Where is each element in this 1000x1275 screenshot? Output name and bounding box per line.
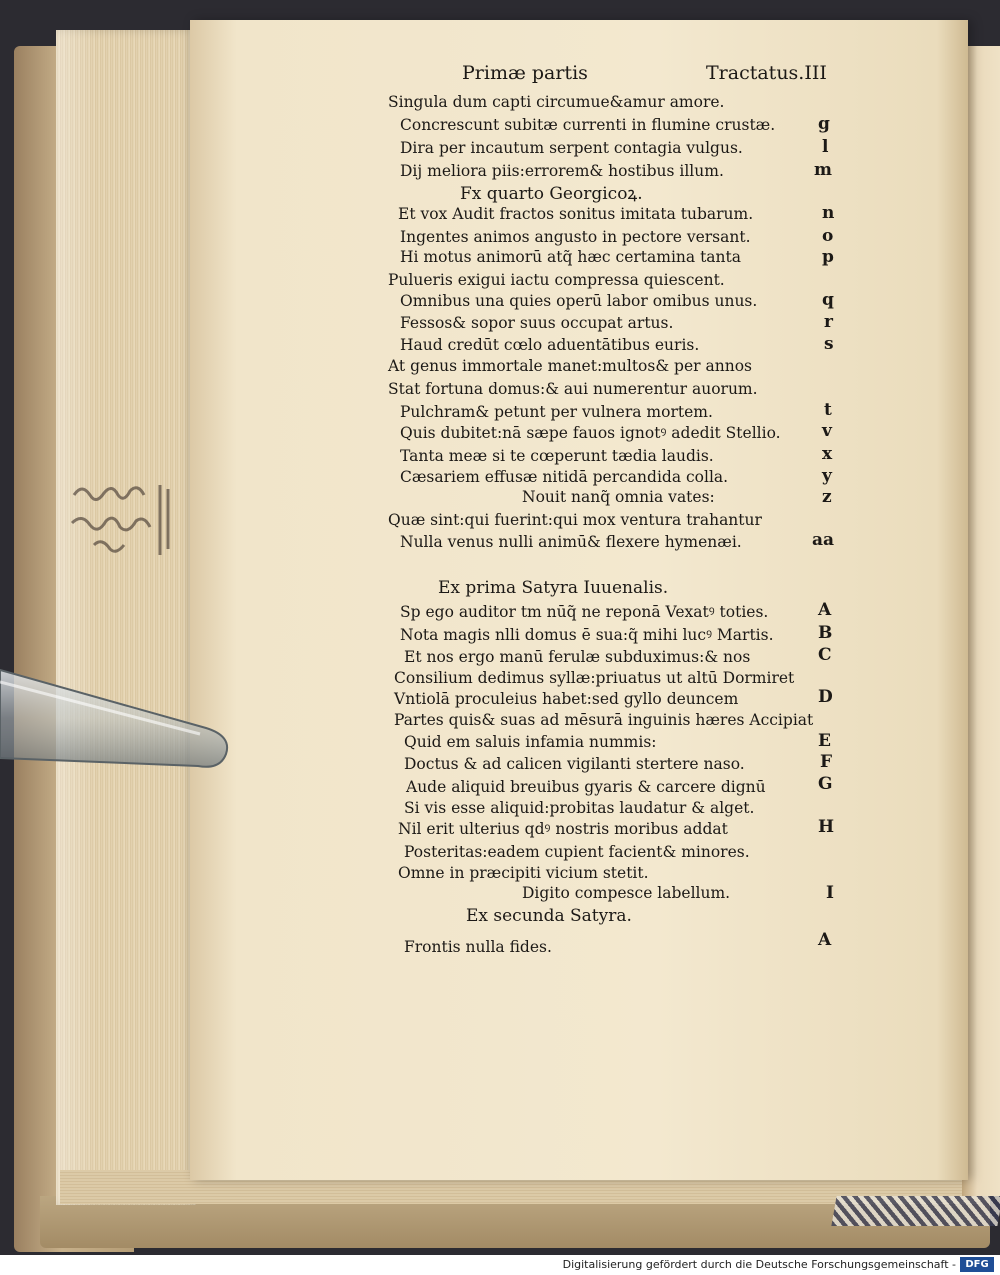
running-head-right: Tractatus.III — [706, 62, 827, 84]
text-line: Si vis esse aliquid:probitas laudatur & alget. — [404, 799, 755, 817]
footer-bar — [0, 1255, 1000, 1275]
margin-letter: aa — [812, 530, 835, 550]
margin-letter: m — [814, 160, 832, 180]
glass-page-weight — [0, 662, 232, 774]
margin-letter: s — [824, 334, 834, 354]
text-line: Pulueris exigui iactu compressa quiescent. — [388, 271, 725, 289]
library-stamp — [64, 465, 184, 575]
binding-strip — [831, 1196, 1000, 1226]
text-line: Stat fortuna domus:& aui numerentur auorum. — [388, 380, 758, 398]
text-line: Nil erit ulterius qdꝰ nostris moribus addat — [398, 820, 728, 838]
text-line: Quis dubitet:nā sæpe fauos ignotꝰ adedit Stellio. — [400, 424, 781, 442]
margin-letter: r — [824, 312, 833, 332]
text-line: Haud credūt cœlo aduentātibus euris. — [400, 336, 700, 354]
text-line: Omnibus una quies operū labor omibus unus. — [400, 292, 758, 310]
margin-letter: n — [822, 203, 835, 223]
section-heading: Ex prima Satyra Iuuenalis. — [438, 578, 669, 598]
text-line: Quid em saluis infamia nummis: — [404, 733, 657, 751]
text-line: Quæ sint:qui fuerint:qui mox ventura trahantur — [388, 511, 762, 529]
text-line: Concrescunt subitæ currenti in flumine crustæ. — [400, 116, 776, 134]
section-heading: Ex secunda Satyra. — [466, 906, 632, 926]
margin-letter: A — [818, 600, 832, 620]
text-line: At genus immortale manet:multos& per annos — [388, 357, 752, 375]
text-line: Doctus & ad calicen vigilanti stertere naso. — [404, 755, 745, 773]
text-line: Sp ego auditor tm nūq̃ ne reponā Vexatꝰ toties. — [400, 603, 769, 621]
margin-letter: z — [822, 487, 832, 507]
text-line: Posteritas:eadem cupient facient& minores. — [404, 843, 750, 861]
margin-letter: F — [820, 752, 833, 772]
text-line: Digito compesce labellum. — [522, 884, 731, 902]
text-line: Nota magis nlli domus ē sua:q̃ mihi lucꝰ Martis. — [400, 626, 774, 644]
text-line: Aude aliquid breuibus gyaris & carcere dignū — [406, 778, 766, 796]
margin-letter: t — [824, 400, 832, 420]
text-line: Nulla venus nulli animū& flexere hymenæi. — [400, 533, 742, 551]
margin-letter: C — [818, 645, 832, 665]
margin-letter: x — [822, 444, 833, 464]
text-line: Tanta meæ si te cœperunt tædia laudis. — [400, 447, 714, 465]
text-line: Fessos& sopor suus occupat artus. — [400, 314, 674, 332]
margin-letter: l — [822, 137, 829, 157]
dfg-logo: DFG — [960, 1257, 994, 1272]
margin-letter: D — [818, 687, 833, 707]
margin-letter: o — [822, 226, 834, 246]
margin-letter: y — [822, 466, 832, 486]
text-line: Nouit nanq̃ omnia vates: — [522, 488, 715, 506]
text-line: Hi motus animorū atq̃ hæc certamina tanta — [400, 248, 741, 266]
funding-notice: Digitalisierung gefördert durch die Deutsche Forschungsgemeinschaft - — [562, 1258, 956, 1271]
margin-letter: E — [818, 731, 831, 751]
text-line: Dira per incautum serpent contagia vulgus. — [400, 139, 743, 157]
running-head-left: Primæ partis — [462, 62, 588, 84]
text-line: Omne in præcipiti vicium stetit. — [398, 864, 649, 882]
margin-letter: p — [822, 247, 834, 267]
margin-letter: v — [822, 421, 832, 441]
text-line: Frontis nulla fides. — [404, 938, 552, 956]
text-line: Cæsariem effusæ nitidā percandida colla. — [400, 468, 729, 486]
text-line: Singula dum capti circumue&amur amore. — [388, 93, 725, 111]
margin-letter: H — [818, 817, 835, 837]
text-line: Et nos ergo manū ferulæ subduximus:& nos — [404, 648, 751, 666]
text-line: Ingentes animos angusto in pectore versant. — [400, 228, 751, 246]
text-line: Vntiolā proculeius habet:sed gyllo deuncem — [394, 690, 739, 708]
text-line: Partes quis& suas ad mēsurā inguinis hæres Accipiat — [394, 711, 814, 729]
text-line: Dij meliora piis:errorem& hostibus illum. — [400, 162, 724, 180]
text-line: Et vox Audit fractos sonitus imitata tubarum. — [398, 205, 754, 223]
margin-letter: G — [818, 774, 833, 794]
section-heading: Fx quarto Georgicoꝝ. — [460, 184, 643, 204]
margin-letter: B — [818, 623, 833, 643]
text-line: Pulchram& petunt per vulnera mortem. — [400, 403, 713, 421]
margin-letter: g — [818, 114, 830, 134]
margin-letter: A — [818, 930, 832, 950]
margin-letter: I — [826, 883, 834, 903]
text-line: Consilium dedimus syllæ:priuatus ut altū Dormiret — [394, 669, 795, 687]
margin-letter: q — [822, 290, 834, 310]
